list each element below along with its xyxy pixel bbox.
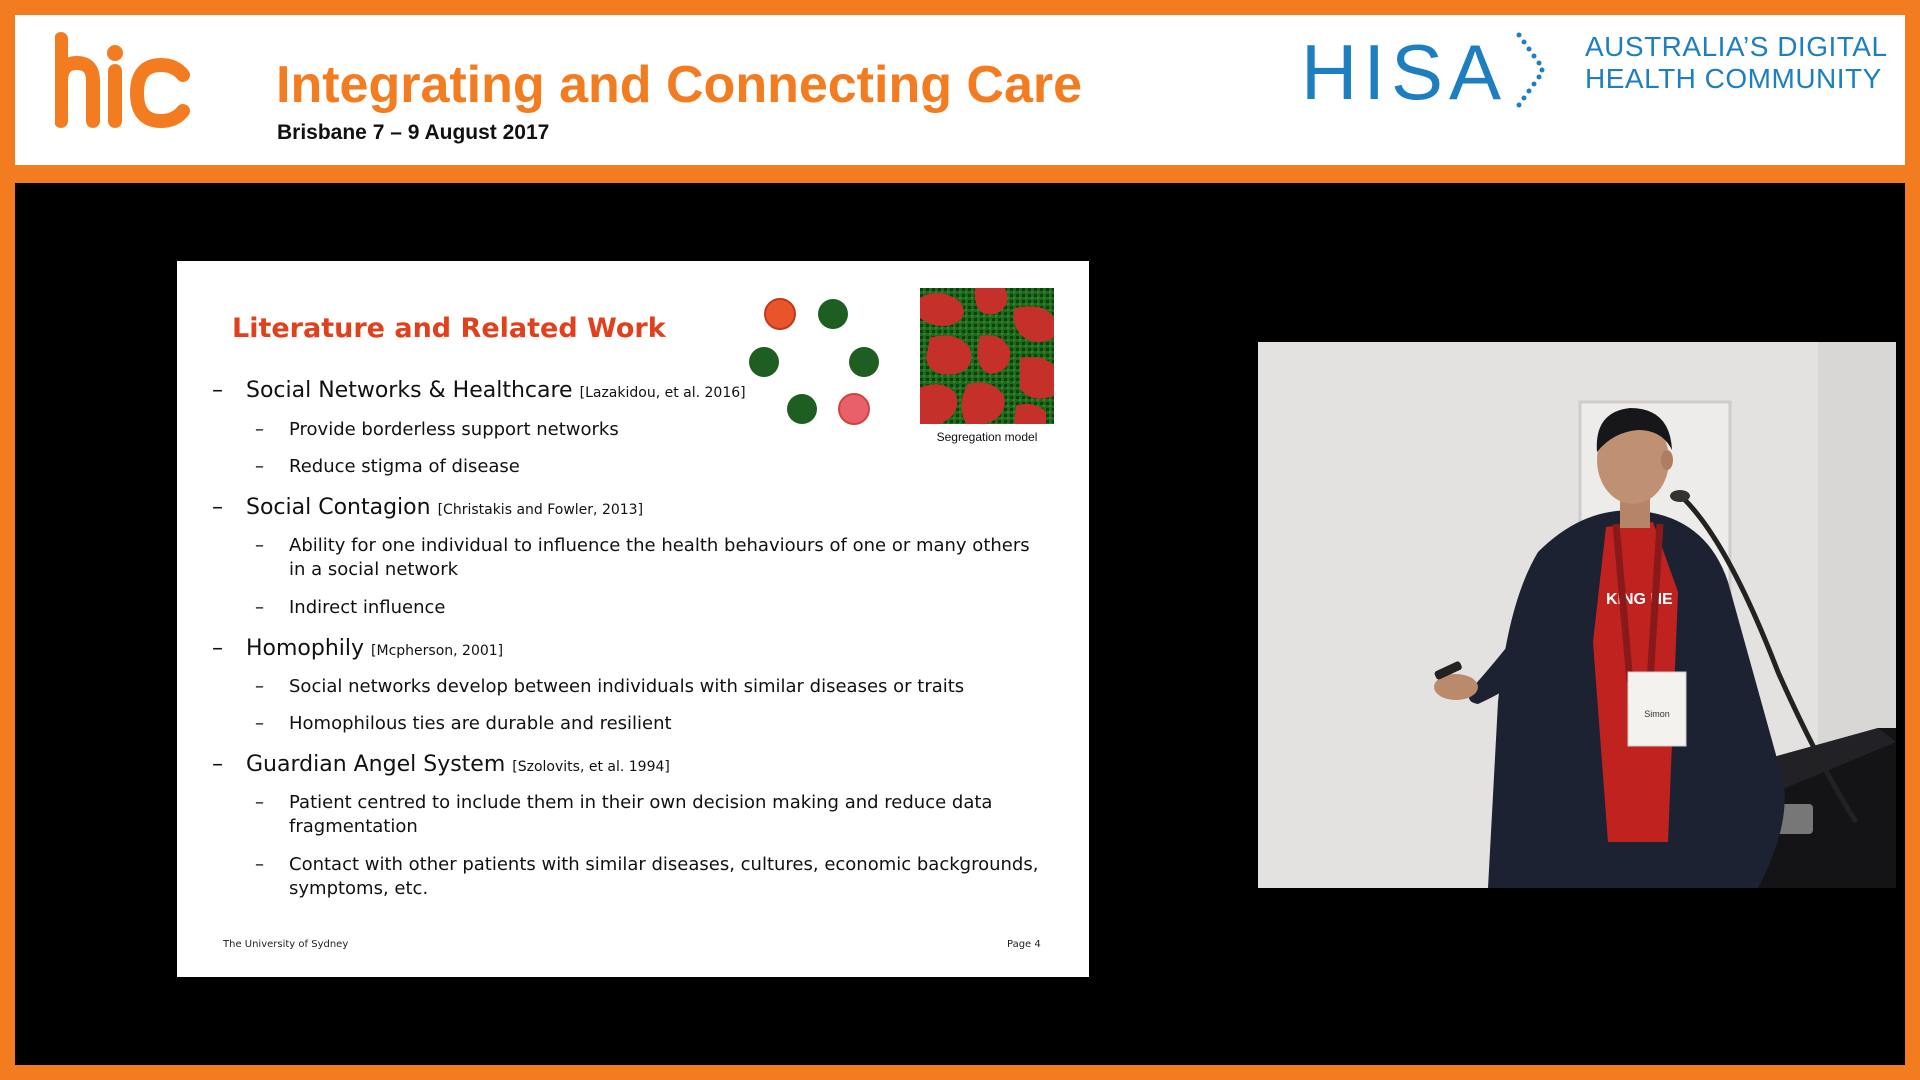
- bullet-dash: –: [212, 378, 223, 403]
- slide-page-number: Page 4: [1007, 939, 1041, 950]
- bullet-dash: –: [212, 636, 223, 661]
- conference-header: [15, 15, 1905, 165]
- bullet-dash: –: [255, 676, 264, 697]
- bullet-dash: –: [255, 535, 264, 556]
- dot-green: [849, 347, 879, 377]
- hisa-chevron-icon: [1513, 29, 1553, 109]
- hic-logo: [55, 31, 195, 131]
- citation: [Lazakidou, et al. 2016]: [579, 385, 746, 401]
- conference-title: Integrating and Connecting Care: [276, 56, 1083, 114]
- presentation-slide: [177, 261, 1089, 977]
- dot-green: [749, 347, 779, 377]
- bullet-dash: –: [212, 752, 223, 777]
- sub-bullet-text: Reduce stigma of disease: [289, 456, 520, 477]
- sub-bullet-text: Indirect influence: [289, 597, 446, 618]
- bullet-dash: –: [212, 495, 223, 520]
- bullet-text: Social Contagion: [246, 495, 431, 520]
- dot-red: [765, 299, 795, 329]
- bullet-dash: –: [255, 792, 264, 813]
- presenter-video-frame: [1258, 342, 1896, 888]
- presenter-video: [1258, 342, 1896, 888]
- bullet-text: Social Networks & Healthcare: [246, 378, 573, 403]
- bullet-dash: –: [255, 713, 264, 734]
- sub-bullet-text: Homophilous ties are durable and resilient: [289, 713, 672, 734]
- citation: [Mcpherson, 2001]: [371, 643, 504, 659]
- segregation-model-image: [920, 288, 1054, 424]
- sub-bullet-text: Contact with other patients with similar diseases, cultures, economic backgrounds, symptoms, etc.: [289, 854, 1039, 899]
- network-dots-diagram: [747, 291, 907, 431]
- bullet-text: Guardian Angel System: [246, 752, 506, 777]
- conference-subtitle: Brisbane 7 – 9 August 2017: [277, 121, 550, 144]
- shirt-text: KING HE: [1606, 591, 1673, 608]
- bullet-dash: –: [255, 419, 264, 440]
- sub-bullet-text: Ability for one individual to influence the health behaviours of one or many others in a social network: [289, 535, 1030, 580]
- segregation-model-caption: Segregation model: [936, 430, 1038, 444]
- sub-bullet-text: Patient centred to include them in their own decision making and reduce data fragmentation: [289, 792, 993, 837]
- slide-title: Literature and Related Work: [232, 313, 666, 344]
- sub-bullet-text: Provide borderless support networks: [289, 419, 619, 440]
- bullet-dash: –: [255, 456, 264, 477]
- bullet-dash: –: [255, 597, 264, 618]
- bullet-dash: –: [255, 854, 264, 875]
- hisa-tagline-line1: AUSTRALIA’S DIGITAL: [1585, 31, 1888, 62]
- sub-bullet-text: Social networks develop between individuals with similar diseases or traits: [289, 676, 965, 697]
- slide-footer-institution: The University of Sydney: [223, 939, 349, 950]
- hisa-logo: HISA: [1301, 28, 1508, 116]
- badge-name: Simon: [1644, 709, 1670, 719]
- dot-green: [818, 299, 848, 329]
- hisa-tagline-line2: HEALTH COMMUNITY: [1585, 63, 1882, 94]
- citation: [Christakis and Fowler, 2013]: [437, 502, 644, 518]
- hisa-tagline: [1585, 31, 1888, 95]
- citation: [Szolovits, et al. 1994]: [512, 759, 670, 775]
- bullet-text: Homophily: [246, 636, 365, 661]
